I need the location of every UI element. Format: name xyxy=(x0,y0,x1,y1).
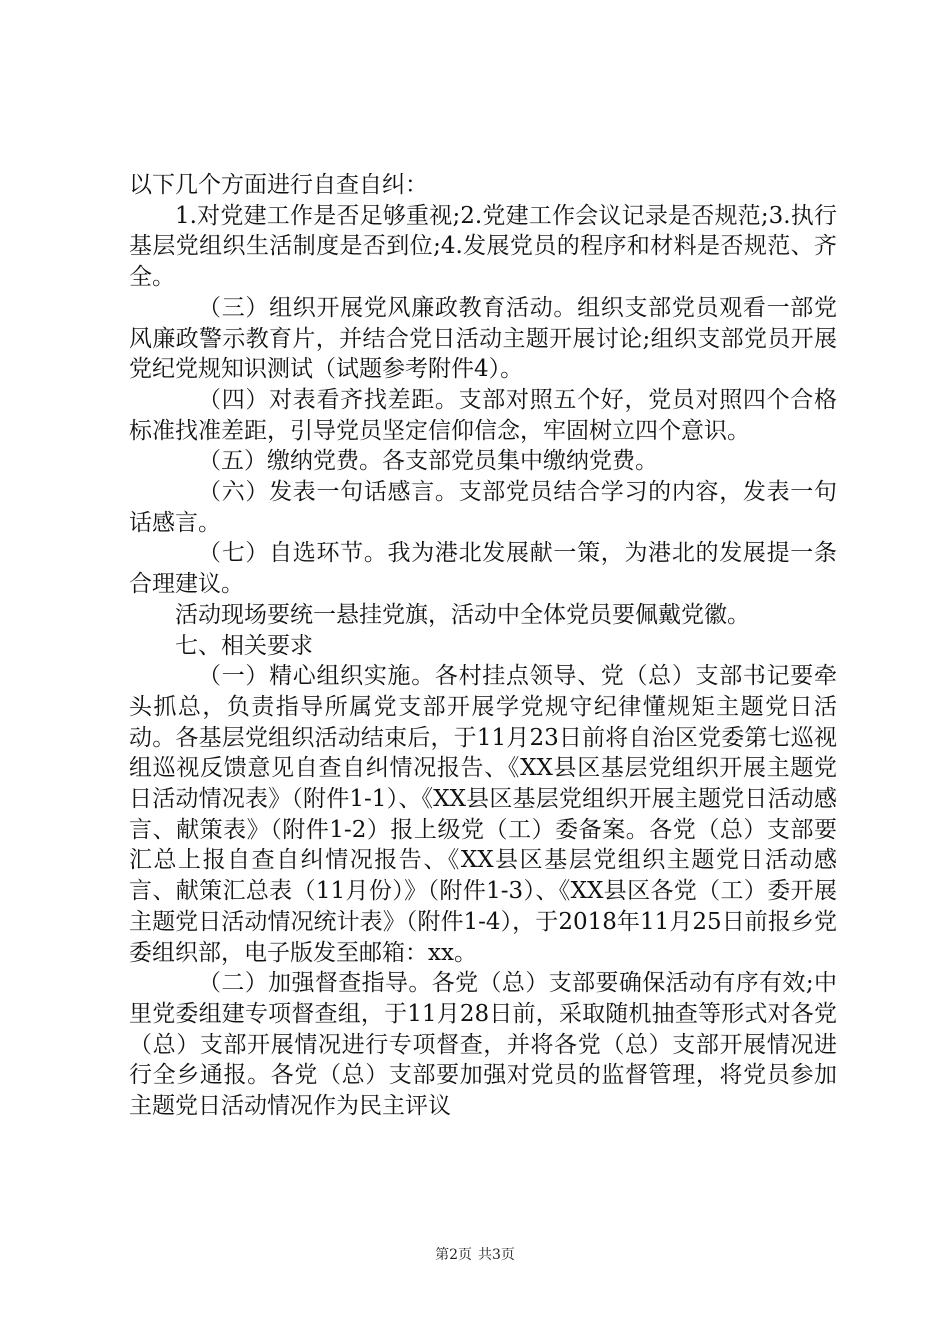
paragraph-flag-note: 活动现场要统一悬挂党旗，活动中全体党员要佩戴党徽。 xyxy=(175,601,750,628)
paragraph-requirement-1: （一）精心组织实施。各村挂点领导、党（总）支部书记要牵头抓总，负责指导所属党支部开展学党规守纪律懂规矩主题党日活动。各基层党组织活动结束后，于11月23日前将自治区党委第七巡视组巡视反馈意见自查自纠情况报告、《XX县区基层党组织开展主题党日活动情况表》（附件1-1）、《XX县区基层党组织开展主题党日活动感言、献策表》（附件1-2）报上级党（工）委备案。各党（总）支部要汇总上报自查自纠情况报告、《XX县区基层党组织主题党日活动感言、献策汇总表（11月份）》（附件1-3）、《XX县区各党（工）委开展主题党日活动情况统计表》（附件1-4），于2018年11月25日前报乡党委组织部，电子版发至邮箱：xx。 xyxy=(129,663,837,966)
paragraph-section-3: （三）组织开展党风廉政教育活动。组织支部党员观看一部党风廉政警示教育片，并结合党日活动主题开展讨论;组织支部党员开展党纪党规知识测试（试题参考附件4）。 xyxy=(129,294,837,383)
paragraph-section-4: （四）对表看齐找差距。支部对照五个好，党员对照四个合格标准找准差距，引导党员坚定信仰信念，牢固树立四个意识。 xyxy=(129,386,837,444)
paragraph-checklist: 1.对党建工作是否足够重视;2.党建工作会议记录是否规范;3.执行基层党组织生活制度是否到位;4.发展党员的程序和材料是否规范、齐全。 xyxy=(129,202,837,291)
paragraph-section-6: （六）发表一句话感言。支部党员结合学习的内容，发表一句话感言。 xyxy=(129,479,837,536)
paragraph-requirement-2: （二）加强督查指导。各党（总）支部要确保活动有序有效;中里党委组建专项督查组，于11月28日前，采取随机抽查等形式对各党（总）支部开展情况进行专项督查，并将各党（总）支部开展情况进行全乡通报。各党（总）支部要加强对党员的监督管理，将党员参加主题党日活动情况作为民主评议 xyxy=(129,970,837,1120)
page-total: 共3页 xyxy=(478,1247,515,1263)
page-number: 第2页 xyxy=(435,1247,472,1263)
page-footer xyxy=(0,1246,950,1264)
paragraph-section-5: （五）缴纳党费。各支部党员集中缴纳党费。 xyxy=(198,448,658,475)
section-heading-requirements: 七、相关要求 xyxy=(175,632,313,659)
document-body xyxy=(129,170,837,1122)
paragraph-intro: 以下几个方面进行自查自纠： xyxy=(129,172,428,198)
paragraph-section-7: （七）自选环节。我为港北发展献一策，为港北的发展提一条合理建议。 xyxy=(129,540,837,598)
